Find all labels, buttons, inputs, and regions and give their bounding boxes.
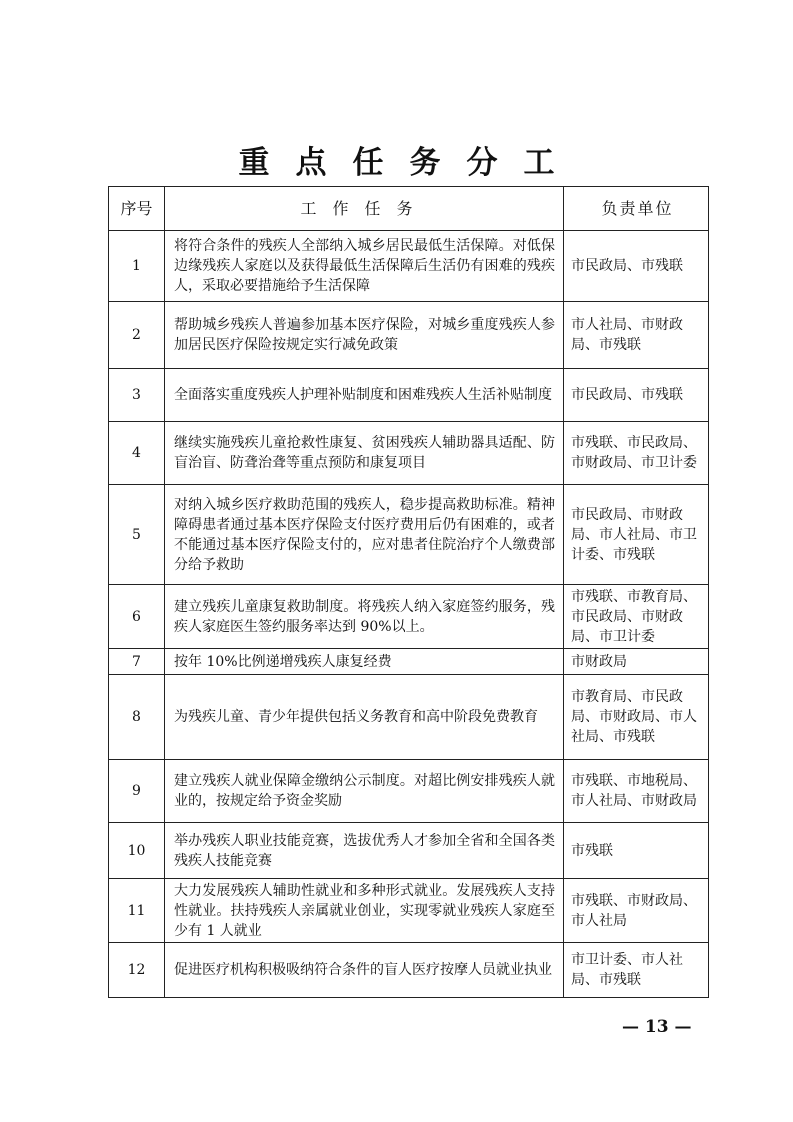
- row-task: 按年 10%比例递增残疾人康复经费: [165, 649, 564, 675]
- row-unit: 市人社局、市财政局、市残联: [564, 302, 709, 369]
- row-task: 建立残疾人就业保障金缴纳公示制度。对超比例安排残疾人就业的，按规定给予资金奖励: [165, 760, 564, 823]
- row-task: 帮助城乡残疾人普遍参加基本医疗保险，对城乡重度残疾人参加居民医疗保险按规定实行减免政策: [165, 302, 564, 369]
- row-no: 6: [109, 585, 165, 649]
- row-task: 大力发展残疾人辅助性就业和多种形式就业。发展残疾人支持性就业。扶持残疾人亲属就业创业，实现零就业残疾人家庭至少有 1 人就业: [165, 879, 564, 943]
- row-unit: 市教育局、市民政局、市财政局、市人社局、市残联: [564, 675, 709, 760]
- header-no: 序号: [109, 187, 165, 231]
- row-unit: 市残联、市民政局、市财政局、市卫计委: [564, 422, 709, 485]
- header-unit: 负责单位: [564, 187, 709, 231]
- row-unit: 市残联、市地税局、市人社局、市财政局: [564, 760, 709, 823]
- row-no: 9: [109, 760, 165, 823]
- row-task: 继续实施残疾儿童抢救性康复、贫困残疾人辅助器具适配、防盲治盲、防聋治聋等重点预防和康复项目: [165, 422, 564, 485]
- row-task: 为残疾儿童、青少年提供包括义务教育和高中阶段免费教育: [165, 675, 564, 760]
- row-unit: 市卫计委、市人社局、市残联: [564, 943, 709, 998]
- row-no: 8: [109, 675, 165, 760]
- row-task: 对纳入城乡医疗救助范围的残疾人，稳步提高救助标准。精神障碍患者通过基本医疗保险支付医疗费用后仍有困难的，或者不能通过基本医疗保险支付的，应对患者住院治疗个人缴费部分给予救助: [165, 485, 564, 585]
- row-unit: 市财政局: [564, 649, 709, 675]
- task-table: [108, 186, 709, 998]
- row-no: 4: [109, 422, 165, 485]
- row-task: 建立残疾儿童康复救助制度。将残疾人纳入家庭签约服务，残疾人家庭医生签约服务率达到 90%以上。: [165, 585, 564, 649]
- table-row: [109, 760, 709, 823]
- row-unit: 市民政局、市财政局、市人社局、市卫计委、市残联: [564, 485, 709, 585]
- row-task: 促进医疗机构积极吸纳符合条件的盲人医疗按摩人员就业执业: [165, 943, 564, 998]
- row-task: 全面落实重度残疾人护理补贴制度和困难残疾人生活补贴制度: [165, 369, 564, 422]
- table-row: [109, 485, 709, 585]
- row-no: 2: [109, 302, 165, 369]
- row-no: 11: [109, 879, 165, 943]
- table-row: [109, 675, 709, 760]
- page-title: 重点任务分工: [238, 145, 581, 181]
- page-number: — 13 —: [622, 1017, 692, 1037]
- table-row: [109, 943, 709, 998]
- row-unit: 市残联、市教育局、市民政局、市财政局、市卫计委: [564, 585, 709, 649]
- table-row: [109, 879, 709, 943]
- row-task: 举办残疾人职业技能竞赛，选拔优秀人才参加全省和全国各类残疾人技能竞赛: [165, 823, 564, 879]
- row-task: 将符合条件的残疾人全部纳入城乡居民最低生活保障。对低保边缘残疾人家庭以及获得最低生活保障后生活仍有困难的残疾人，采取必要措施给予生活保障: [165, 231, 564, 302]
- row-no: 5: [109, 485, 165, 585]
- row-no: 10: [109, 823, 165, 879]
- row-unit: 市残联、市财政局、市人社局: [564, 879, 709, 943]
- table-row: [109, 649, 709, 675]
- row-unit: 市民政局、市残联: [564, 369, 709, 422]
- row-unit: 市民政局、市残联: [564, 231, 709, 302]
- table-row: [109, 302, 709, 369]
- table-row: [109, 231, 709, 302]
- table-row: [109, 823, 709, 879]
- table-row: [109, 422, 709, 485]
- table-header-row: [109, 187, 709, 231]
- header-task: 工作任务: [165, 187, 564, 231]
- row-no: 12: [109, 943, 165, 998]
- row-unit: 市残联: [564, 823, 709, 879]
- table-row: [109, 369, 709, 422]
- table-row: [109, 585, 709, 649]
- row-no: 7: [109, 649, 165, 675]
- row-no: 3: [109, 369, 165, 422]
- row-no: 1: [109, 231, 165, 302]
